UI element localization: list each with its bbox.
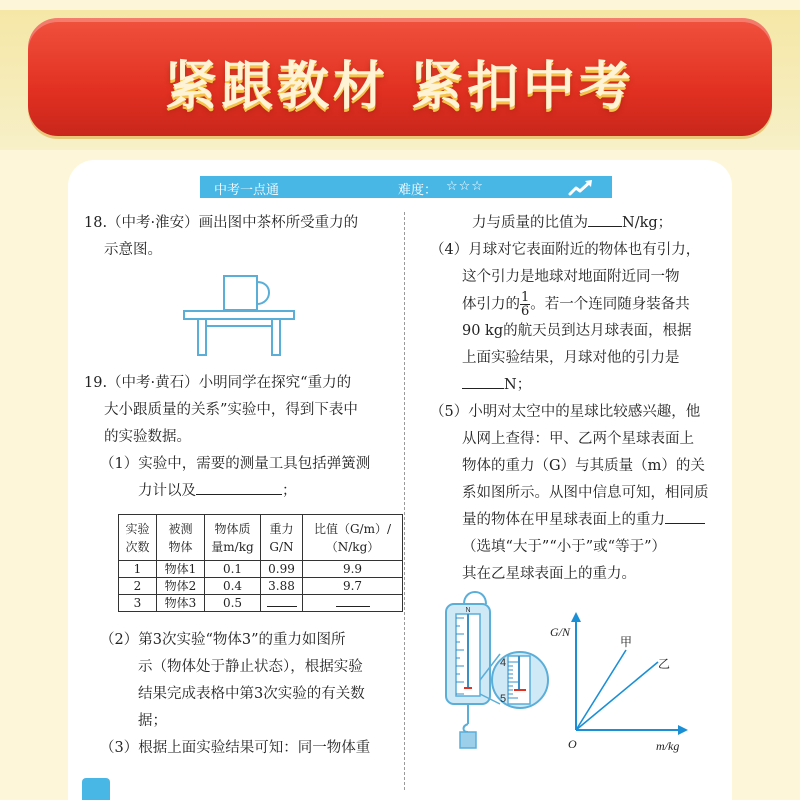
- q19-part4-line1: （4）月球对它表面附近的物体也有引力，: [430, 242, 701, 258]
- difficulty-label: 难度：: [398, 183, 438, 198]
- q19-part3-line2: 力与质量的比值为 N/kg；: [472, 210, 672, 237]
- answer-blank-weight[interactable]: [261, 595, 303, 612]
- table-cell: 3.88: [261, 578, 303, 595]
- teacup-on-table-figure: [182, 270, 298, 360]
- q19-part5-line3: 物体的重力（G）与其质量（m）的关: [462, 458, 705, 474]
- table-cell: 0.99: [261, 561, 303, 578]
- series-label-yi: 乙: [658, 657, 671, 671]
- q19-part4-line3: 体引力的 $\frac{1}{6}$ 。若一个连同随身装备共: [462, 290, 690, 319]
- table-cell: 9.7: [303, 578, 403, 595]
- q19-part2-line1: （2）第3次实验“物体3”的重力如图所: [100, 632, 346, 648]
- q19-part2-line2: 示（物体处于静止状态），根据实验: [138, 659, 363, 675]
- q19-part5-line6: （选填“大于”“小于”或“等于”）: [462, 539, 666, 555]
- table-cell: 9.9: [303, 561, 403, 578]
- series-line-yi: [576, 662, 658, 730]
- q19-part5-line4: 系如图所示。从图中信息可知，相同质: [462, 485, 709, 501]
- table-cell: 物体1: [157, 561, 205, 578]
- q19-line1: 19.（中考·黄石）小明同学在探究“重力的: [84, 375, 352, 391]
- table-header-cell: 比值（G/m）/ （N/kg）: [303, 515, 403, 561]
- y-axis-arrow: [571, 612, 581, 622]
- table-header-row: [119, 515, 403, 561]
- table-cell: 0.5: [205, 595, 261, 612]
- table-header-cell: 被测 物体: [157, 515, 205, 561]
- strip-label: 中考一点通: [214, 183, 280, 198]
- q19-part2-line4: 据；: [138, 713, 167, 729]
- q19-part1-line2: 力计以及 ；: [138, 478, 297, 505]
- origin-label: O: [568, 737, 577, 751]
- difficulty-stars: ☆☆☆: [446, 179, 484, 194]
- q19-part5-line2: 从网上查得：甲、乙两个星球表面上: [462, 431, 694, 447]
- table-cell: 0.1: [205, 561, 261, 578]
- q19-part4-line2: 这个引力是地球对地面附近同一物: [462, 269, 680, 285]
- answer-blank-1[interactable]: [196, 479, 282, 495]
- g-m-graph: [548, 608, 698, 756]
- scale-top-label: N: [465, 607, 471, 614]
- q19-part4-line5: 上面实验结果，月球对他的引力是: [462, 350, 680, 366]
- series-line-jia: [576, 650, 626, 730]
- zoom-label-4: 4: [500, 657, 507, 669]
- q19-part5-line1: （5）小明对太空中的星球比较感兴趣，他: [430, 404, 701, 420]
- answer-blank-moon-force[interactable]: [462, 373, 504, 389]
- spring-scale-figure: [424, 584, 554, 754]
- q19-part4-line4: 90 kg的航天员到达月球表面，根据: [462, 323, 692, 339]
- y-axis-label: G/N: [550, 625, 571, 639]
- answer-blank-ratio[interactable]: [303, 595, 403, 612]
- table-cell: 3: [119, 595, 157, 612]
- q18-line2: 示意图。: [104, 242, 162, 258]
- q19-part1-line1: （1）实验中，需要的测量工具包括弹簧测: [100, 456, 371, 472]
- fraction-one-sixth: $\frac{1}{6}$: [521, 290, 530, 319]
- table-header-cell: 实验 次数: [119, 515, 157, 561]
- zoom-label-5: 5: [500, 693, 507, 705]
- table-cell: 0.4: [205, 578, 261, 595]
- answer-blank-compare[interactable]: [665, 508, 705, 524]
- data-table: [118, 514, 403, 612]
- section-strip: [200, 176, 612, 198]
- series-label-jia: 甲: [620, 635, 633, 649]
- table-cell: 2: [119, 578, 157, 595]
- q19-part5-line5: 量的物体在甲星球表面上的重力: [462, 507, 705, 534]
- table-row: [119, 595, 403, 612]
- table-header-cell: 物体质 量m/kg: [205, 515, 261, 561]
- table-header-cell: 重力 G/N: [261, 515, 303, 561]
- table-cell: 物体3: [157, 595, 205, 612]
- q19-line3: 的实验数据。: [104, 429, 191, 445]
- answer-blank-ratio-value[interactable]: [588, 211, 622, 227]
- banner-title: 紧跟教材 紧扣中考: [164, 57, 636, 117]
- column-divider: [404, 212, 405, 790]
- x-axis-label: m/kg: [656, 739, 680, 753]
- q18-line1: 18.（中考·淮安）画出图中茶杯所受重力的: [84, 215, 359, 231]
- table-cell: 1: [119, 561, 157, 578]
- q19-line2: 大小跟质量的关系”实验中，得到下表中: [104, 402, 358, 418]
- q19-part5-line7: 其在乙星球表面上的重力。: [462, 566, 636, 582]
- trend-icon: [568, 178, 596, 196]
- table-cell: 物体2: [157, 578, 205, 595]
- q19-part4-line6: N；: [462, 372, 531, 399]
- page-tab-marker: [82, 778, 110, 800]
- x-axis-arrow: [678, 725, 688, 735]
- table-row: [119, 578, 403, 595]
- q19-part2-line3: 结果完成表格中第3次实验的有关数: [138, 686, 365, 702]
- q19-part3-line1: （3）根据上面实验结果可知：同一物体重: [100, 740, 371, 756]
- table-row: [119, 561, 403, 578]
